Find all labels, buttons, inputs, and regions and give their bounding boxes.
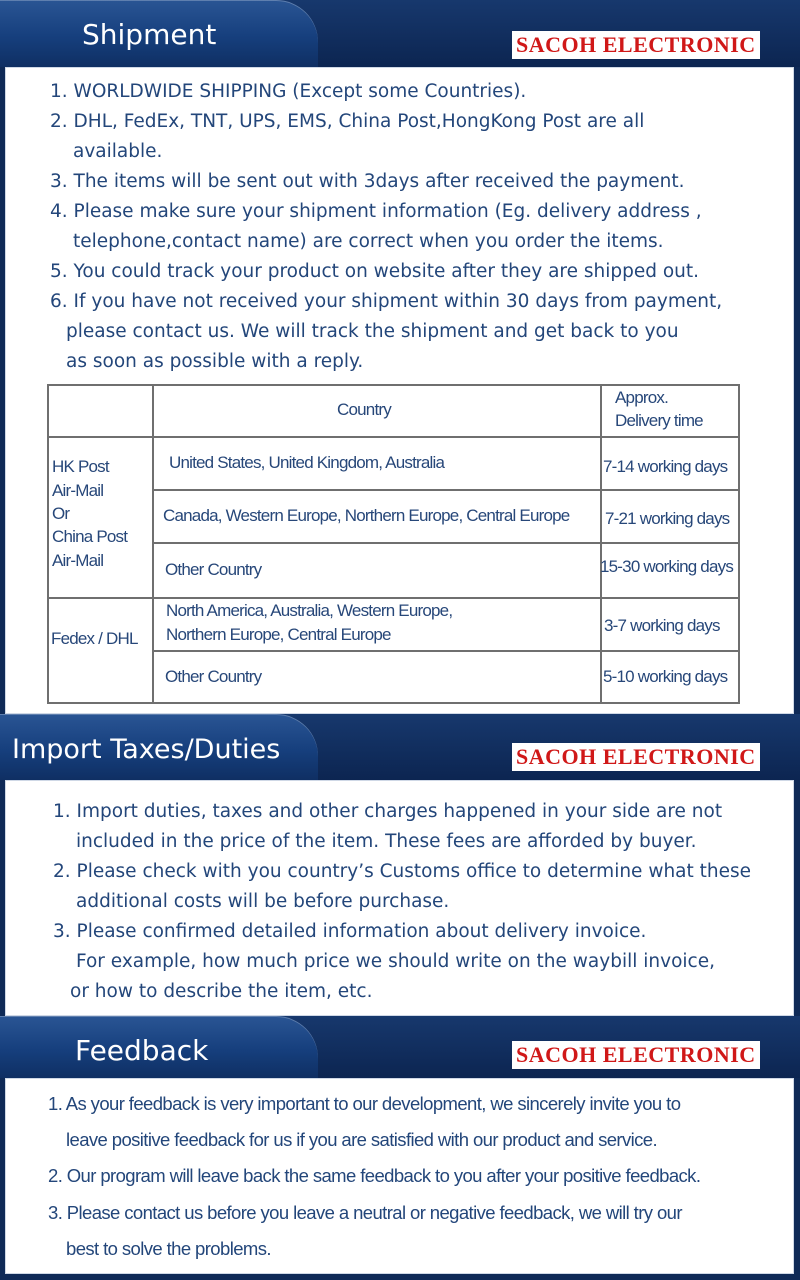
row-time: 5-10 working days	[603, 667, 728, 686]
brand-label: SACOH ELECTRONIC	[512, 1041, 760, 1069]
taxes-item-1: 1. Import duties, taxes and other charges happened in your side are not	[53, 801, 723, 822]
group-label-fedex: Fedex / DHL	[51, 629, 138, 648]
feedback-panel	[5, 1078, 794, 1274]
group-label-line: Air-Mail	[52, 551, 104, 570]
table-header-time-2: Delivery time	[615, 411, 703, 430]
shipment-item-6-cont2: as soon as possible with a reply.	[66, 351, 364, 372]
row-country: Other Country	[165, 560, 262, 579]
feedback-item-3-cont: best to solve the problems.	[66, 1238, 271, 1259]
row-time: 15-30 working days	[600, 557, 734, 576]
table-header-time: Approx.	[615, 388, 668, 407]
shipment-title: Shipment	[82, 18, 217, 51]
table-line	[600, 384, 602, 704]
feedback-item-1: 1. As your feedback is very important to our development, we sincerely invite you to	[48, 1093, 681, 1114]
feedback-item-1-cont: leave positive feedback for us if you are satisfied with our product and service.	[66, 1129, 658, 1150]
shipment-header	[0, 0, 800, 67]
taxes-item-3-cont2: or how to describe the item, etc.	[70, 981, 373, 1002]
table-line	[153, 489, 740, 491]
table-header-country: Country	[337, 400, 391, 419]
feedback-item-2: 2. Our program will leave back the same feedback to you after your positive feedback.	[48, 1165, 701, 1186]
group-label-line: China Post	[52, 527, 128, 546]
table-line	[47, 597, 740, 599]
taxes-item-2-cont: additional costs will be before purchase.	[76, 891, 450, 912]
shipment-item-3: 3. The items will be sent out with 3days after received the payment.	[50, 171, 685, 192]
feedback-header	[0, 1016, 800, 1078]
group-label-line: HK Post	[52, 457, 109, 476]
table-line	[153, 542, 740, 544]
shipment-item-4: 4. Please make sure your shipment information (Eg. delivery address ,	[50, 201, 702, 222]
taxes-panel	[5, 780, 794, 1016]
shipment-item-5: 5. You could track your product on website after they are shipped out.	[50, 261, 700, 282]
shipment-item-2-cont: available.	[73, 141, 163, 162]
taxes-item-2: 2. Please check with you country’s Customs office to determine what these	[53, 861, 752, 882]
table-line	[152, 384, 154, 704]
table-line	[738, 384, 740, 704]
delivery-table	[47, 384, 740, 704]
table-line	[47, 436, 740, 438]
row-country: Other Country	[165, 667, 262, 686]
shipment-item-4-cont: telephone,contact name) are correct when you order the items.	[73, 231, 664, 252]
row-time: 7-14 working days	[603, 457, 728, 476]
shipment-item-6: 6. If you have not received your shipment within 30 days from payment,	[50, 291, 723, 312]
group-label-line: Air-Mail	[52, 481, 104, 500]
taxes-item-1-cont: included in the price of the item. These fees are afforded by buyer.	[76, 831, 697, 852]
row-country-cont: Northern Europe, Central Europe	[166, 625, 391, 644]
table-line	[153, 650, 740, 652]
brand-label: SACOH ELECTRONIC	[512, 743, 760, 771]
shipment-item-6-cont: please contact us. We will track the shipment and get back to you	[66, 321, 679, 342]
row-time: 3-7 working days	[604, 616, 720, 635]
shipment-item-1: 1. WORLDWIDE SHIPPING (Except some Countries).	[50, 81, 527, 102]
group-label-line: Or	[52, 504, 70, 523]
table-line	[47, 702, 740, 704]
taxes-title: Import Taxes/Duties	[12, 734, 281, 765]
shipment-item-2: 2. DHL, FedEx, TNT, UPS, EMS, China Post,HongKong Post are all	[50, 111, 645, 132]
row-time: 7-21 working days	[605, 509, 730, 528]
row-country: North America, Australia, Western Europe,	[166, 601, 453, 620]
taxes-header	[0, 714, 800, 780]
brand-label: SACOH ELECTRONIC	[512, 31, 760, 59]
taxes-item-3: 3. Please confirmed detailed information about delivery invoice.	[53, 921, 647, 942]
feedback-item-3: 3. Please contact us before you leave a neutral or negative feedback, we will try our	[48, 1202, 682, 1223]
table-line	[47, 384, 740, 386]
feedback-title: Feedback	[75, 1034, 209, 1067]
row-country: United States, United Kingdom, Australia	[169, 453, 445, 472]
table-line	[47, 384, 49, 704]
row-country: Canada, Western Europe, Northern Europe, Central Europe	[163, 506, 570, 525]
taxes-item-3-cont: For example, how much price we should write on the waybill invoice,	[76, 951, 715, 972]
